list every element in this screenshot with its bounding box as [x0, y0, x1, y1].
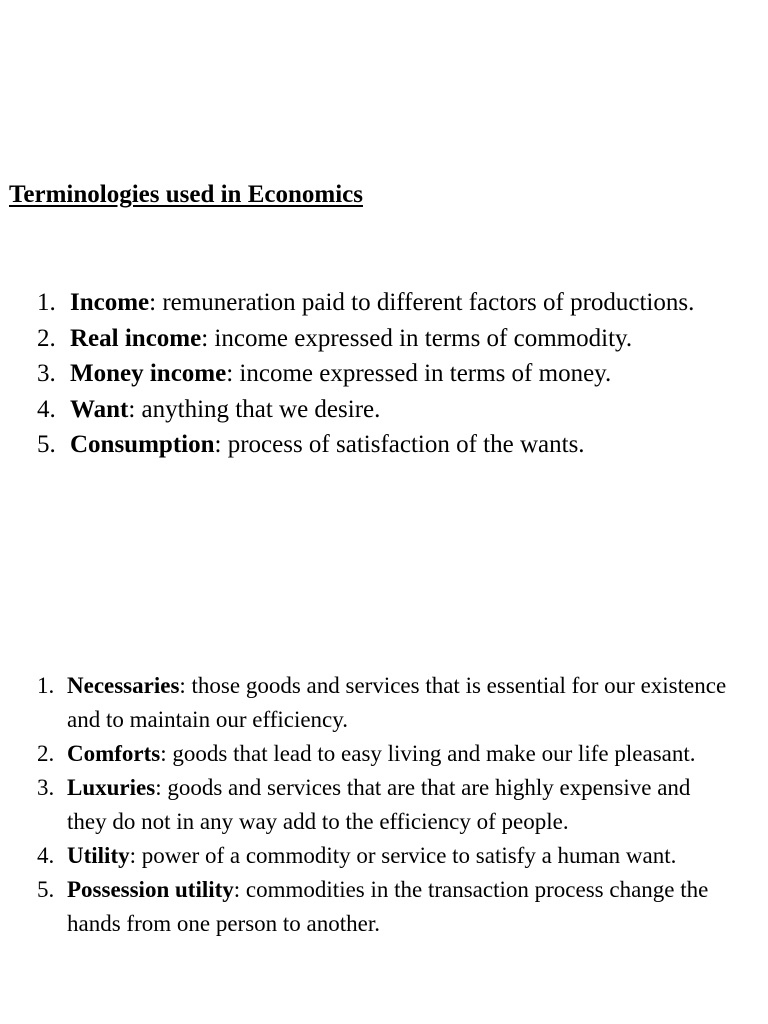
list-item: [34, 356, 764, 392]
item-definition: : goods and services that are that are highly expensive and they do not in any way add to the efficiency of people.: [67, 775, 691, 834]
item-term: Possession utility: [67, 877, 234, 902]
item-definition: : income expressed in terms of money.: [226, 360, 612, 387]
item-definition: : those goods and services that is essential for our existence and to maintain our efficiency.: [67, 673, 727, 732]
item-number: 4.: [37, 843, 55, 868]
item-number: 3.: [37, 360, 56, 387]
item-term: Comforts: [67, 741, 161, 766]
item-definition: : process of satisfaction of the wants.: [214, 431, 585, 458]
item-number: 1.: [37, 289, 56, 316]
terms-list-goods: [34, 669, 734, 941]
item-number: 5.: [37, 431, 56, 458]
item-definition: : commodities in the transaction process change the hands from one person to another.: [67, 877, 709, 936]
list-item: [34, 285, 764, 321]
list-item: [34, 321, 764, 357]
list-item: [34, 737, 734, 771]
item-term: Necessaries: [67, 673, 180, 698]
list-item: [34, 392, 764, 428]
item-number: 1.: [37, 673, 55, 698]
item-definition: : anything that we desire.: [128, 395, 381, 423]
item-term: Want: [70, 395, 129, 423]
item-number: 2.: [37, 324, 56, 352]
item-term: Utility: [67, 843, 130, 868]
item-definition: : remuneration paid to different factors of productions.: [149, 289, 695, 316]
item-term: Income: [70, 289, 150, 316]
item-definition: : goods that lead to easy living and make our life pleasant.: [160, 741, 696, 766]
item-definition: : income expressed in terms of commodity.: [201, 324, 633, 352]
list-item: [34, 873, 734, 941]
item-term: Real income: [70, 324, 202, 352]
item-number: 2.: [37, 741, 55, 766]
page-title: Terminologies used in Economics: [9, 181, 363, 208]
item-number: 5.: [37, 877, 55, 902]
item-number: 3.: [37, 775, 55, 800]
list-item: [34, 427, 764, 463]
list-item: [34, 669, 734, 737]
item-term: Luxuries: [67, 775, 156, 800]
item-number: 4.: [37, 395, 56, 423]
item-definition: : power of a commodity or service to satisfy a human want.: [129, 843, 677, 868]
list-item: [34, 771, 734, 839]
item-term: Money income: [70, 360, 227, 387]
list-item: [34, 839, 734, 873]
terms-list-income: [34, 285, 764, 463]
item-term: Consumption: [70, 431, 215, 458]
